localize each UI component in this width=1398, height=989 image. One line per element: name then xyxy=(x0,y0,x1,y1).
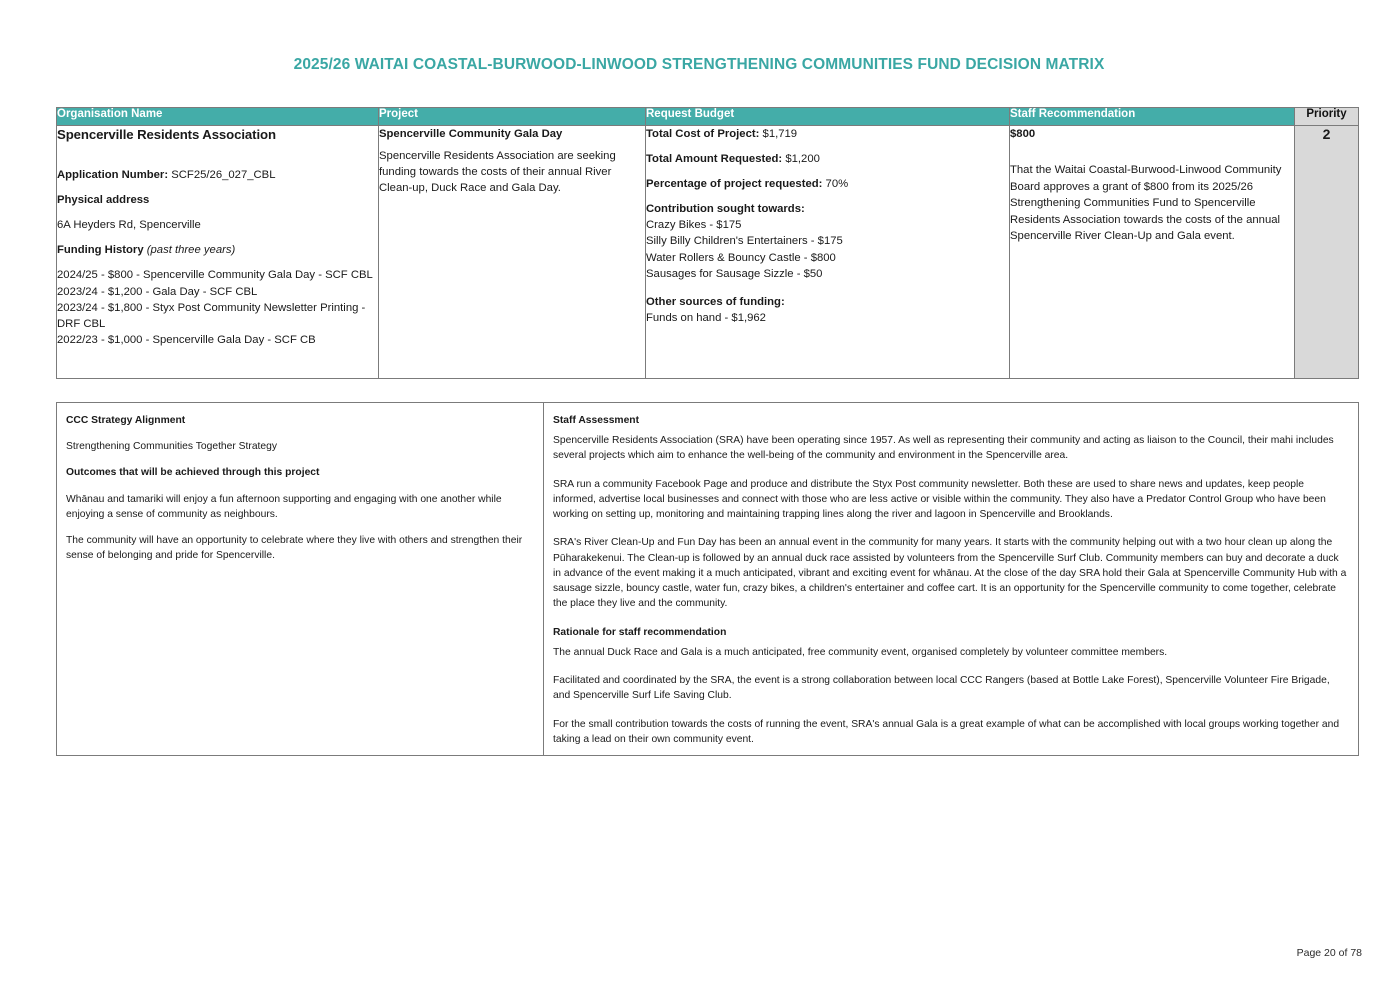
page-title: 2025/26 WAITAI COASTAL-BURWOOD-LINWOOD STRENGTHENING COMMUNITIES FUND DECISION MATRIX xyxy=(293,56,1105,73)
application-number-value: SCF25/26_027_CBL xyxy=(171,168,276,181)
cell-request-budget xyxy=(646,126,1010,379)
rationale-heading: Rationale for staff recommendation xyxy=(553,626,727,638)
contribution-item: Crazy Bikes - $175 xyxy=(646,219,742,232)
application-number-label: Application Number: xyxy=(57,168,169,181)
assessment-heading: Staff Assessment xyxy=(553,415,640,426)
funding-history-item: 2023/24 - $1,800 - Styx Post Community Newsletter Printing - DRF CBL xyxy=(57,301,366,330)
percentage-value: 70% xyxy=(825,178,849,191)
decision-matrix-table xyxy=(56,107,1359,379)
rationale-paragraph: Facilitated and coordinated by the SRA, the event is a strong collaboration between local CCC Rangers (based at Bottle Lake Forest), Spencerville Volunteer Fire Brigade, and Spencerville Surf Life Saving Club. xyxy=(553,675,1330,702)
organisation-name: Spencerville Residents Association xyxy=(57,127,276,142)
other-sources-label: Other sources of funding: xyxy=(646,295,785,308)
outcomes-heading: Outcomes that will be achieved through this project xyxy=(66,467,320,479)
funding-history-note: (past three years) xyxy=(146,244,236,257)
percentage-label: Percentage of project requested: xyxy=(646,178,823,191)
column-header-organisation: Organisation Name xyxy=(57,108,379,126)
recommendation-text: That the Waitai Coastal-Burwood-Linwood Community Board approves a grant of $800 from its 2025/26 Strengthening Communities Fund to Spencerville Residents Association towards the costs of the annual Spencerville River Clean-Up and Gala event. xyxy=(1010,164,1282,243)
contribution-item: Sausages for Sausage Sizzle - $50 xyxy=(646,267,823,280)
budget-spacer xyxy=(646,282,1009,294)
cell-staff-assessment xyxy=(544,403,1359,756)
column-header-priority: Priority xyxy=(1295,108,1359,126)
physical-address-label: Physical address xyxy=(57,194,150,207)
contribution-item: Water Rollers & Bouncy Castle - $800 xyxy=(646,251,836,264)
total-requested-value: $1,200 xyxy=(785,153,820,166)
total-cost-value: $1,719 xyxy=(762,128,798,140)
funding-history-heading xyxy=(57,242,378,258)
total-cost-label: Total Cost of Project: xyxy=(646,128,760,140)
column-header-project: Project xyxy=(379,108,646,126)
contribution-label: Contribution sought towards: xyxy=(646,203,805,216)
assessment-paragraph: SRA's River Clean-Up and Fun Day has been an annual event in the community for many years. It starts with the community helping out with a two hour clean up along the Pūharakekenui. The Clean-up is followed by an annual duck race assisted by volunteers from the Spencerville Surf Club. Community members can buy and decorate a duck in advance of the event making it a much anticipated, vibrant and exciting event for whānau. At the close of the day SRA hold their Gala at Spencerville Community Hub with a sausage sizzle, bouncy castle, water fun, crazy bikes, a children's entertainer and coffee cart. It is an opportunity for the Spencerville community to come together, celebrate the place they live and the community. xyxy=(553,537,1347,610)
other-sources-item: Funds on hand - $1,962 xyxy=(646,311,766,324)
percentage-row xyxy=(646,176,1009,192)
rationale-paragraph: For the small contribution towards the costs of running the event, SRA's annual Gala is a great example of what can be accomplished with local groups working together and taking a lead on their own community event. xyxy=(553,718,1340,745)
project-description: Spencerville Residents Association are seeking funding towards the costs of their annual River Clean-up, Duck Race and Gala Day. xyxy=(379,150,616,195)
total-cost-row xyxy=(646,126,1009,142)
funding-history-label: Funding History xyxy=(57,244,144,257)
matrix-data-row xyxy=(57,126,1359,379)
outcome-text: Whānau and tamariki will enjoy a fun afternoon supporting and engaging with one another while enjoying a sense of community as neighbours. xyxy=(66,493,502,520)
assessment-paragraph: Spencerville Residents Association (SRA) have been operating since 1957. As well as representing their community and acting as liaison to the Council, their mahi includes several projects which aim to enhance the well-being of the community and environment in the Spencerville area. xyxy=(553,435,1334,462)
physical-address-value: 6A Heyders Rd, Spencerville xyxy=(57,219,201,232)
recommendation-amount: $800 xyxy=(1010,128,1036,140)
page-number-footer: Page 20 of 78 xyxy=(1296,947,1362,959)
funding-history-item: 2022/23 - $1,000 - Spencerville Gala Day - SCF CB xyxy=(57,334,316,346)
assessment-paragraph: SRA run a community Facebook Page and produce and distribute the Styx Post community newsletter. Both these are used to share news and updates, keep people informed, advertise local businesses and connect with those who are less active or visible within the community. They also have a Predator Control Group who have been working on setting up, monitoring and maintaining trapping lines along the river and lagoon in Spencerville and Brooklands. xyxy=(553,478,1326,521)
matrix-header-row xyxy=(57,108,1359,126)
cell-staff-recommendation xyxy=(1010,126,1295,379)
cell-strategy-alignment xyxy=(57,403,544,756)
total-requested-row xyxy=(646,151,1009,167)
column-header-staff-recommendation: Staff Recommendation xyxy=(1010,108,1295,126)
total-requested-label: Total Amount Requested: xyxy=(646,153,783,166)
project-title: Spencerville Community Gala Day xyxy=(379,128,563,140)
strategy-heading: CCC Strategy Alignment xyxy=(66,415,186,426)
funding-history-item: 2024/25 - $800 - Spencerville Community Gala Day - SCF CBL xyxy=(57,269,373,282)
application-number xyxy=(57,167,378,183)
outcome-text: The community will have an opportunity to celebrate where they live with others and strengthen their sense of belonging and pride for Spencerville. xyxy=(66,535,523,562)
column-header-request-budget: Request Budget xyxy=(646,108,1010,126)
assessment-row xyxy=(57,403,1359,756)
funding-history-item: 2023/24 - $1,200 - Gala Day - SCF CBL xyxy=(57,285,258,298)
strategy-name: Strengthening Communities Together Strategy xyxy=(66,441,278,453)
rationale-paragraph: The annual Duck Race and Gala is a much anticipated, free community event, organised completely by volunteer committee members. xyxy=(553,646,1168,658)
cell-priority: 2 xyxy=(1295,126,1359,379)
contribution-item: Silly Billy Children's Entertainers - $175 xyxy=(646,235,843,248)
cell-project xyxy=(379,126,646,379)
assessment-table xyxy=(56,402,1359,756)
cell-organisation xyxy=(57,126,379,379)
